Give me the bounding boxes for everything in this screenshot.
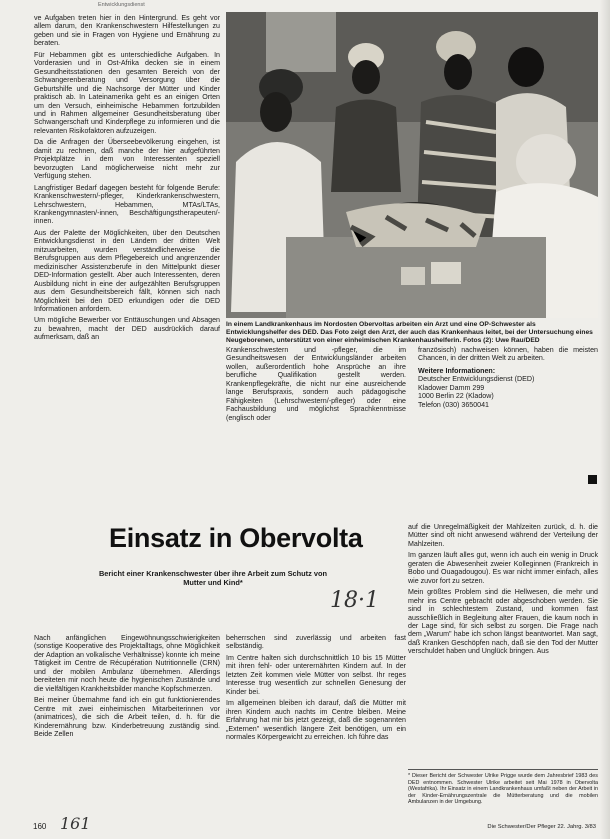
- info-heading: Weitere Informationen:: [418, 366, 496, 375]
- paragraph: Bei meiner Übernahme fand ich ein gut funktionierendes Centre mit zwei einheimischen Mitarbeiterinnen vor (animatrices), die sich die Arbeit teilen, d. h. für die Kinderernährung bzw. Kinderbetreuung zuständig sind. Beide Zellen: [34, 696, 220, 738]
- address-line: Kladower Damm 299: [418, 383, 485, 392]
- paragraph: Nach anfänglichen Eingewöhnungsschwierigkeiten (sonstige Kooperative des Projektalltags, ohne Möglichkeit der Adaption an volkalische Verhältnisse) konnte ich meine Tätigkeit im Centre de Récupération Nutritionnelle (CRN) und der mobilen Ambulanz übernehmen. Allerdings bereiteten mir noch heute die hygienischen Zustände und die vielfältigen Krankheitsbilder manche Kopfschmerzen.: [34, 634, 220, 693]
- footnote-divider: [408, 769, 598, 770]
- photo-illustration: [226, 12, 598, 318]
- paragraph: Für Hebammen gibt es unterschiedliche Aufgaben. In Vorderasien und in Ost-Afrika decken sie in einem Gesundheitsstationen den gesamten Bereich von der Schwangerenberatung und Versorgung über die Geburtshilfe und die Nachsorge der Mütter und Kinder praktisch ab. In Lateinamerika geht es an einigen Orten um den Versuch, einheimische Hebammen fortzubilden und in Rahmen allgemeiner Gesundheitsberatung über Schwangerschaft und Kinderpflege zu informieren und die relevanten Risikofaktoren aufzuzeigen.: [34, 50, 220, 135]
- column-3: [418, 346, 598, 409]
- paragraph: Im Centre halten sich durchschnittlich 10 bis 15 Mütter mit ihren fehl- oder unterernährten Kindern auf. In der letzten Zeit kommen viele Mütter von selbst. Ihr reges Interesse trug wesentlich zur schnellen Genesung der Kinder bei.: [226, 653, 406, 696]
- column-5: [226, 634, 406, 744]
- handwritten-note: 18·1: [330, 588, 379, 613]
- photo-clinic: [226, 12, 598, 318]
- article-headline: Einsatz in Obervolta: [109, 523, 363, 553]
- running-head: Entwicklungsdienst: [98, 2, 145, 8]
- scan-edge: [600, 0, 610, 839]
- paragraph: beherrschen sind zuverlässig und arbeiten fast selbständig.: [226, 634, 406, 651]
- end-of-article-marker: [588, 475, 597, 484]
- paragraph: Mein größtes Problem sind die Hellwesen, die mehr und mehr ins Centre gebracht oder abgeschoben werden. Sie sind in schlechtestem Zustand, und kommen fast ausschließlich in Begleitung alter Frauen, die kaum noch in der Lage sind, für sich selbst zu sorgen. Die Frage nach dem „Warum" habe ich schon längst beantwortet. Man sagt, daß Kranken Geschöpfen nach, daß sie den Tod der Mutter verschuldet haben und Unglück bringen. Aus: [408, 588, 598, 656]
- paragraph: Um mögliche Bewerber vor Enttäuschungen und Absagen zu bewahren, macht der DED ausdrücklich darauf aufmerksam, daß an: [34, 316, 220, 342]
- address-line: Deutscher Entwicklungsdienst (DED): [418, 375, 535, 384]
- paragraph: Im allgemeinen bleiben ich darauf, daß die Mütter mit ihren Kindern auch nachts im Centre bleiben. Meine Erfahrung hat mir bis jetzt gezeigt, daß die sogenannten „Externen" wesentlich längere Zeit benötigen, um ein normales Körpergewicht zu erreichen. Ich führe das: [226, 699, 406, 741]
- paragraph: Da die Anfragen der Überseebevölkerung eingehen, ist damit zu rechnen, daß manche der hier aufgeführten Projektplätze in dem von Interessenten speziell bevorzugten Land möglicherweise nicht mehr zur Verfügung stehen.: [34, 138, 220, 181]
- address-line: 1000 Berlin 22 (Kladow): [418, 392, 494, 401]
- address-line: Telefon (030) 3650041: [418, 400, 489, 409]
- article-subtitle: Bericht einer Krankenschwester über ihre Arbeit zum Schutz von Mutter und Kind*: [98, 569, 328, 587]
- column-6: [408, 523, 598, 659]
- paragraph: Im ganzen läuft alles gut, wenn ich auch ein wenig in Druck geraten die Abwesenheit zweier Kolleginnen (Frankreich in Bobo und Ouagadougou). Es war nicht immer einfach, alles wie zuvor fort zu setzen.: [408, 551, 598, 585]
- paragraph: Krankenschwestern und -pfleger, die im Gesundheitswesen der Entwicklungsländer arbeiten wollen, außerordentlich hohe Ansprüche an ihre berufliche Qualifikation gestellt werden. Krankenpflegekräfte, die nicht nur eine ausreichende lange Berufspraxis, sondern auch pädagogische Fähigkeiten (Lehrschwestern/-pfleger) oder eine Fachausbildung und möglichst Sprachkenntnisse (englisch oder: [226, 346, 406, 422]
- column-1: [34, 14, 220, 345]
- paragraph: französisch) nachweisen können, haben die meisten Chancen, in der dritten Welt zu arbeiten.: [418, 346, 598, 363]
- photo-caption: In einem Landkrankenhaus im Nordosten Obervoltas arbeiten ein Arzt und eine OP-Schwester als Entwicklungshelfer des DED. Das Foto zeigt den Arzt, der auch das Krankenhaus leitet, bei der Untersuchung eines Neugeborenen, unterstützt von einer einheimischen Krankenhaushelferin. Fotos (2): Uwe Rau/DED: [226, 321, 593, 344]
- paragraph: Langfristiger Bedarf dagegen besteht für folgende Berufe: Krankenschwestern/-pfleger, Kinderkrankenschwestern, Lehrschwestern, Hebammen, MTAs/LTAs, Krankengymnasten/-innen, Beschäftigungstherapeuten/-innen.: [34, 183, 220, 226]
- footnote: * Dieser Bericht der Schwester Ulrike Prigge wurde dem Jahresbrief 1983 des DED entnommen. Schwester Ulrike arbeitet seit Mai 1978 in Obervolta (Westafrika). Ihr Einsatz in einem Landkrankenhaus umfaßt neben der Arbeit in der Kinder-Ernährungszentrale die Mütterberatung und die mobilen Ambulanzen in der Umgebung.: [408, 773, 598, 806]
- page-number: 160: [33, 822, 47, 831]
- paragraph: Aus der Palette der Möglichkeiten, über den Deutschen Entwicklungsdienst in den Ländern der dritten Welt mitzuarbeiten, wurden verständlicherweise die Berufsgruppen aus dem Pflegebereich und angrenzender medizinischer Assistenzberufe in den Mittelpunkt dieser DED-Information gestellt. Aber auch Interessenten, deren Ausbildung nicht in eine der aufgezählten Berufsgruppen aus dem Gesundheitsbereich fällt, können sich nach Möglichkeit bei den DED erkundigen oder die DED Informationen anfordern.: [34, 228, 220, 313]
- column-2: [226, 346, 406, 425]
- handwritten-page-number: 161: [60, 814, 91, 833]
- journal-footer: Die Schwester/Der Pfleger 22. Jahrg. 3/83: [487, 824, 596, 830]
- paragraph: auf die Unregelmäßigkeit der Mahlzeiten zurück, d. h. die Mütter sind oft nicht anwesend während der Verteilung der Mahlzeiten.: [408, 523, 598, 548]
- column-4: [34, 634, 220, 741]
- paragraph: ve Aufgaben treten hier in den Hintergrund. Es geht vor allem darum, den Krankenschwestern Hilfestellungen zu geben und sie in Fragen von Hygiene und Ernährung zu beraten.: [34, 14, 220, 48]
